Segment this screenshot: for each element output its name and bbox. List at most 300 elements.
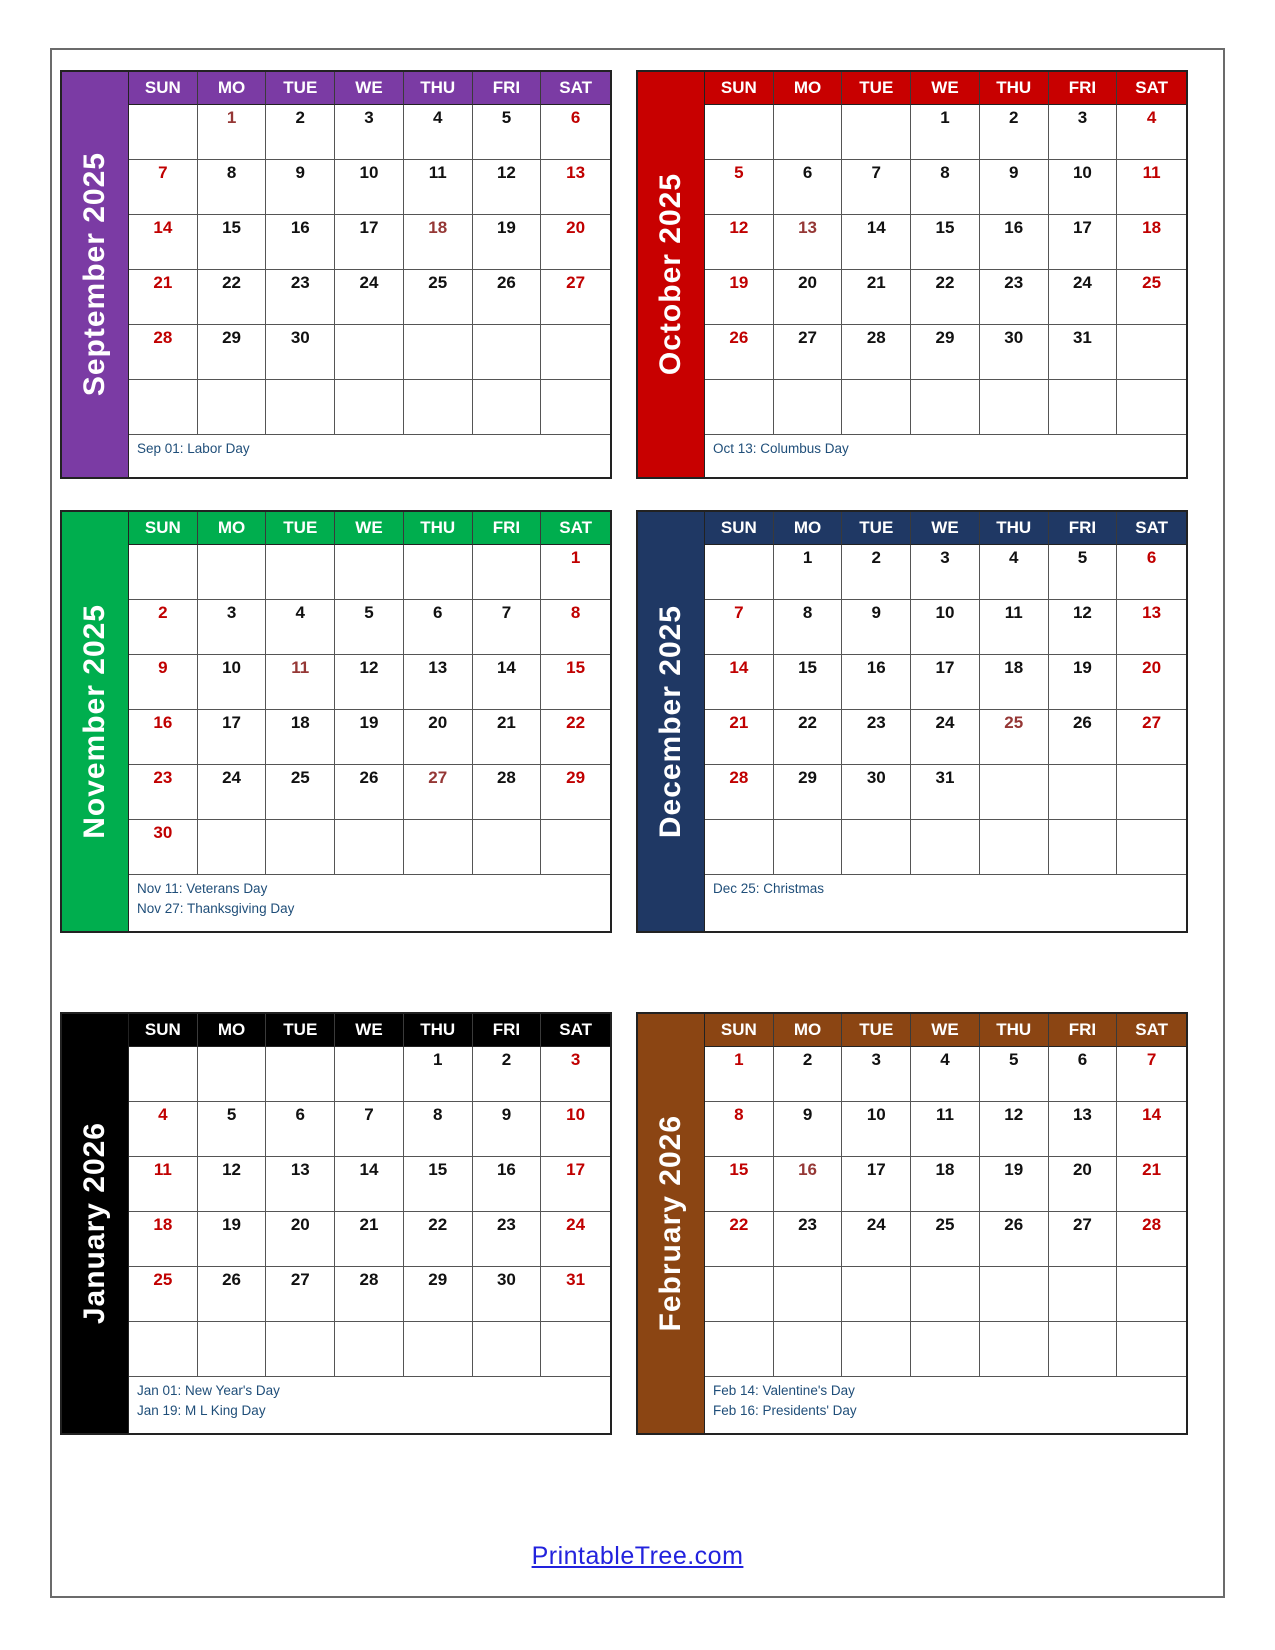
day-cell: 13 bbox=[404, 655, 473, 710]
empty-cell bbox=[266, 820, 335, 875]
day-cell: 2 bbox=[129, 600, 198, 655]
weekday-header-mo: MO bbox=[774, 72, 843, 105]
week-row bbox=[129, 600, 610, 655]
weekday-header-thu: THU bbox=[980, 1014, 1049, 1047]
day-cell: 13 bbox=[266, 1157, 335, 1212]
day-cell: 9 bbox=[774, 1102, 843, 1157]
week-row bbox=[705, 710, 1186, 765]
empty-cell bbox=[266, 545, 335, 600]
day-cell: 14 bbox=[1117, 1102, 1186, 1157]
empty-cell bbox=[541, 325, 610, 380]
day-cell: 27 bbox=[1117, 710, 1186, 765]
month-bar bbox=[62, 512, 128, 931]
empty-cell bbox=[842, 380, 911, 435]
day-cell: 21 bbox=[1117, 1157, 1186, 1212]
empty-cell bbox=[541, 380, 610, 435]
week-row bbox=[705, 160, 1186, 215]
day-cell: 30 bbox=[842, 765, 911, 820]
day-cell: 16 bbox=[266, 215, 335, 270]
weekday-header-row bbox=[705, 72, 1186, 105]
holiday-area bbox=[705, 875, 1186, 931]
day-cell: 4 bbox=[1117, 105, 1186, 160]
weekday-header-we: WE bbox=[911, 512, 980, 545]
week-row bbox=[129, 1267, 610, 1322]
day-cell: 20 bbox=[1049, 1157, 1118, 1212]
week-row bbox=[129, 160, 610, 215]
day-cell: 8 bbox=[705, 1102, 774, 1157]
day-cell: 14 bbox=[705, 655, 774, 710]
day-cell: 11 bbox=[129, 1157, 198, 1212]
empty-cell bbox=[1049, 1267, 1118, 1322]
day-cell: 28 bbox=[335, 1267, 404, 1322]
day-cell: 10 bbox=[911, 600, 980, 655]
weekday-header-sun: SUN bbox=[705, 1014, 774, 1047]
weekday-header-tue: TUE bbox=[842, 72, 911, 105]
day-cell: 23 bbox=[980, 270, 1049, 325]
day-cell: 4 bbox=[911, 1047, 980, 1102]
weekday-header-sat: SAT bbox=[1117, 72, 1186, 105]
day-cell: 24 bbox=[541, 1212, 610, 1267]
day-cell: 6 bbox=[404, 600, 473, 655]
day-cell: 28 bbox=[705, 765, 774, 820]
day-cell: 17 bbox=[842, 1157, 911, 1212]
month-table-january-2026 bbox=[60, 1012, 612, 1435]
day-cell: 28 bbox=[129, 325, 198, 380]
day-cell: 7 bbox=[1117, 1047, 1186, 1102]
weekday-header-we: WE bbox=[335, 1014, 404, 1047]
day-cell: 26 bbox=[473, 270, 542, 325]
day-cell: 17 bbox=[335, 215, 404, 270]
empty-cell bbox=[198, 820, 267, 875]
week-row bbox=[129, 215, 610, 270]
day-cell: 24 bbox=[335, 270, 404, 325]
week-row bbox=[705, 1157, 1186, 1212]
weekday-header-sun: SUN bbox=[129, 512, 198, 545]
empty-cell bbox=[1117, 820, 1186, 875]
day-cell: 7 bbox=[129, 160, 198, 215]
empty-cell bbox=[705, 820, 774, 875]
week-row bbox=[705, 1047, 1186, 1102]
day-cell: 3 bbox=[842, 1047, 911, 1102]
day-cell: 21 bbox=[129, 270, 198, 325]
weekday-header-we: WE bbox=[911, 72, 980, 105]
day-cell: 28 bbox=[473, 765, 542, 820]
month-grid bbox=[128, 1014, 610, 1433]
day-cell: 27 bbox=[774, 325, 843, 380]
weekday-header-sun: SUN bbox=[129, 72, 198, 105]
day-cell: 5 bbox=[705, 160, 774, 215]
week-row bbox=[705, 655, 1186, 710]
day-cell: 21 bbox=[335, 1212, 404, 1267]
day-cell: 29 bbox=[198, 325, 267, 380]
month-bar bbox=[62, 1014, 128, 1433]
day-cell: 31 bbox=[1049, 325, 1118, 380]
day-cell: 1 bbox=[911, 105, 980, 160]
holiday-note: Feb 16: Presidents' Day bbox=[713, 1403, 857, 1419]
day-cell: 13 bbox=[1117, 600, 1186, 655]
holiday-note: Jan 01: New Year's Day bbox=[137, 1383, 280, 1398]
day-cell: 23 bbox=[473, 1212, 542, 1267]
day-cell: 25 bbox=[1117, 270, 1186, 325]
day-cell: 25 bbox=[129, 1267, 198, 1322]
day-cell: 21 bbox=[473, 710, 542, 765]
month-bar bbox=[638, 1014, 704, 1433]
day-cell: 12 bbox=[1049, 600, 1118, 655]
day-cell: 9 bbox=[473, 1102, 542, 1157]
weekday-header-fri: FRI bbox=[473, 72, 542, 105]
holiday-note: Feb 14: Valentine's Day bbox=[713, 1383, 855, 1398]
weekday-header-mo: MO bbox=[774, 1014, 843, 1047]
empty-cell bbox=[404, 325, 473, 380]
empty-cell bbox=[911, 380, 980, 435]
day-cell: 17 bbox=[1049, 215, 1118, 270]
weekday-header-row bbox=[129, 1014, 610, 1047]
day-cell: 15 bbox=[774, 655, 843, 710]
month-title: January 2026 bbox=[78, 1122, 111, 1325]
month-grid bbox=[704, 1014, 1186, 1433]
day-cell: 11 bbox=[266, 655, 335, 710]
day-cell: 22 bbox=[541, 710, 610, 765]
day-cell: 14 bbox=[473, 655, 542, 710]
empty-cell bbox=[980, 765, 1049, 820]
day-cell: 11 bbox=[911, 1102, 980, 1157]
empty-cell bbox=[774, 380, 843, 435]
weekday-header-tue: TUE bbox=[266, 512, 335, 545]
week-row bbox=[705, 1322, 1186, 1377]
holiday-note: Jan 19: M L King Day bbox=[137, 1403, 266, 1419]
holiday-note: Dec 25: Christmas bbox=[713, 881, 825, 896]
day-cell: 12 bbox=[980, 1102, 1049, 1157]
day-cell: 15 bbox=[404, 1157, 473, 1212]
empty-cell bbox=[541, 1322, 610, 1377]
day-cell: 16 bbox=[842, 655, 911, 710]
empty-cell bbox=[980, 380, 1049, 435]
weekday-header-sun: SUN bbox=[705, 512, 774, 545]
printabletree-link[interactable]: PrintableTree.com bbox=[531, 1542, 744, 1570]
day-cell: 1 bbox=[705, 1047, 774, 1102]
week-row bbox=[129, 1102, 610, 1157]
weekday-header-row bbox=[129, 512, 610, 545]
day-cell: 14 bbox=[842, 215, 911, 270]
day-cell: 24 bbox=[911, 710, 980, 765]
empty-cell bbox=[266, 1047, 335, 1102]
empty-cell bbox=[335, 1322, 404, 1377]
holiday-area bbox=[129, 875, 610, 931]
week-row bbox=[129, 105, 610, 160]
day-cell: 19 bbox=[980, 1157, 1049, 1212]
week-row bbox=[129, 820, 610, 875]
empty-cell bbox=[198, 380, 267, 435]
day-cell: 15 bbox=[705, 1157, 774, 1212]
empty-cell bbox=[1049, 380, 1118, 435]
empty-cell bbox=[774, 820, 843, 875]
day-cell: 12 bbox=[473, 160, 542, 215]
day-cell: 5 bbox=[980, 1047, 1049, 1102]
empty-cell bbox=[980, 820, 1049, 875]
empty-cell bbox=[473, 1322, 542, 1377]
day-cell: 3 bbox=[198, 600, 267, 655]
day-cell: 5 bbox=[198, 1102, 267, 1157]
day-cell: 31 bbox=[541, 1267, 610, 1322]
day-cell: 2 bbox=[980, 105, 1049, 160]
day-cell: 10 bbox=[1049, 160, 1118, 215]
day-cell: 29 bbox=[404, 1267, 473, 1322]
weekday-header-sun: SUN bbox=[129, 1014, 198, 1047]
day-cell: 25 bbox=[911, 1212, 980, 1267]
day-cell: 5 bbox=[473, 105, 542, 160]
day-cell: 11 bbox=[980, 600, 1049, 655]
week-row bbox=[705, 545, 1186, 600]
day-cell: 14 bbox=[129, 215, 198, 270]
weekday-header-fri: FRI bbox=[473, 512, 542, 545]
empty-cell bbox=[473, 545, 542, 600]
day-cell: 6 bbox=[541, 105, 610, 160]
empty-cell bbox=[404, 380, 473, 435]
day-cell: 24 bbox=[842, 1212, 911, 1267]
week-row bbox=[705, 270, 1186, 325]
holiday-area bbox=[705, 435, 1186, 477]
empty-cell bbox=[980, 1267, 1049, 1322]
day-cell: 8 bbox=[541, 600, 610, 655]
day-cell: 30 bbox=[980, 325, 1049, 380]
month-grid bbox=[128, 72, 610, 477]
weekday-header-row bbox=[705, 1014, 1186, 1047]
day-cell: 13 bbox=[541, 160, 610, 215]
day-cell: 18 bbox=[1117, 215, 1186, 270]
day-cell: 23 bbox=[129, 765, 198, 820]
day-cell: 18 bbox=[911, 1157, 980, 1212]
day-cell: 29 bbox=[911, 325, 980, 380]
empty-cell bbox=[404, 545, 473, 600]
day-cell: 19 bbox=[198, 1212, 267, 1267]
month-grid bbox=[704, 72, 1186, 477]
day-cell: 15 bbox=[911, 215, 980, 270]
week-row bbox=[129, 545, 610, 600]
month-grid bbox=[704, 512, 1186, 931]
empty-cell bbox=[266, 1322, 335, 1377]
day-cell: 26 bbox=[1049, 710, 1118, 765]
day-cell: 3 bbox=[335, 105, 404, 160]
weekday-header-thu: THU bbox=[980, 72, 1049, 105]
day-cell: 7 bbox=[842, 160, 911, 215]
holiday-area bbox=[129, 435, 610, 477]
empty-cell bbox=[1117, 1267, 1186, 1322]
day-cell: 23 bbox=[842, 710, 911, 765]
weekday-header-we: WE bbox=[335, 72, 404, 105]
weekday-header-tue: TUE bbox=[842, 1014, 911, 1047]
empty-cell bbox=[774, 105, 843, 160]
weekday-header-sat: SAT bbox=[541, 1014, 610, 1047]
weekday-header-mo: MO bbox=[198, 1014, 267, 1047]
day-cell: 7 bbox=[335, 1102, 404, 1157]
month-bar bbox=[62, 72, 128, 477]
day-cell: 2 bbox=[774, 1047, 843, 1102]
day-cell: 12 bbox=[198, 1157, 267, 1212]
month-table-february-2026 bbox=[636, 1012, 1188, 1435]
day-cell: 30 bbox=[129, 820, 198, 875]
day-cell: 23 bbox=[774, 1212, 843, 1267]
day-cell: 17 bbox=[198, 710, 267, 765]
day-cell: 9 bbox=[266, 160, 335, 215]
day-cell: 29 bbox=[541, 765, 610, 820]
empty-cell bbox=[705, 1267, 774, 1322]
day-cell: 10 bbox=[335, 160, 404, 215]
week-row bbox=[129, 325, 610, 380]
empty-cell bbox=[842, 820, 911, 875]
day-cell: 22 bbox=[198, 270, 267, 325]
weekday-header-sun: SUN bbox=[705, 72, 774, 105]
day-cell: 8 bbox=[774, 600, 843, 655]
month-title: December 2025 bbox=[654, 604, 687, 839]
weekday-header-tue: TUE bbox=[266, 1014, 335, 1047]
empty-cell bbox=[198, 1322, 267, 1377]
empty-cell bbox=[473, 820, 542, 875]
empty-cell bbox=[1117, 765, 1186, 820]
empty-cell bbox=[473, 380, 542, 435]
day-cell: 10 bbox=[198, 655, 267, 710]
week-row bbox=[129, 765, 610, 820]
week-row bbox=[705, 1212, 1186, 1267]
day-cell: 2 bbox=[473, 1047, 542, 1102]
day-cell: 24 bbox=[1049, 270, 1118, 325]
day-cell: 27 bbox=[541, 270, 610, 325]
weekday-header-we: WE bbox=[335, 512, 404, 545]
day-cell: 26 bbox=[980, 1212, 1049, 1267]
day-cell: 1 bbox=[774, 545, 843, 600]
weekday-header-mo: MO bbox=[774, 512, 843, 545]
day-cell: 23 bbox=[266, 270, 335, 325]
day-cell: 22 bbox=[774, 710, 843, 765]
day-cell: 2 bbox=[842, 545, 911, 600]
footer bbox=[0, 1542, 1275, 1571]
day-cell: 5 bbox=[1049, 545, 1118, 600]
week-row bbox=[705, 820, 1186, 875]
day-cell: 15 bbox=[198, 215, 267, 270]
day-cell: 31 bbox=[911, 765, 980, 820]
day-cell: 5 bbox=[335, 600, 404, 655]
week-row bbox=[129, 1047, 610, 1102]
empty-cell bbox=[335, 325, 404, 380]
day-cell: 4 bbox=[266, 600, 335, 655]
month-table-november-2025 bbox=[60, 510, 612, 933]
empty-cell bbox=[705, 1322, 774, 1377]
day-cell: 16 bbox=[774, 1157, 843, 1212]
day-cell: 27 bbox=[404, 765, 473, 820]
day-cell: 17 bbox=[541, 1157, 610, 1212]
empty-cell bbox=[1049, 1322, 1118, 1377]
weekday-header-tue: TUE bbox=[842, 512, 911, 545]
empty-cell bbox=[1117, 325, 1186, 380]
month-table-october-2025 bbox=[636, 70, 1188, 479]
empty-cell bbox=[335, 545, 404, 600]
day-cell: 3 bbox=[1049, 105, 1118, 160]
empty-cell bbox=[1117, 1322, 1186, 1377]
day-cell: 8 bbox=[911, 160, 980, 215]
weekday-header-fri: FRI bbox=[1049, 72, 1118, 105]
day-cell: 28 bbox=[842, 325, 911, 380]
day-cell: 4 bbox=[129, 1102, 198, 1157]
weekday-header-thu: THU bbox=[404, 1014, 473, 1047]
weekday-header-thu: THU bbox=[404, 72, 473, 105]
day-cell: 9 bbox=[842, 600, 911, 655]
weekday-header-fri: FRI bbox=[1049, 1014, 1118, 1047]
holiday-note: Nov 27: Thanksgiving Day bbox=[137, 901, 295, 917]
empty-cell bbox=[198, 1047, 267, 1102]
empty-cell bbox=[266, 380, 335, 435]
empty-cell bbox=[842, 105, 911, 160]
day-cell: 16 bbox=[980, 215, 1049, 270]
week-row bbox=[705, 215, 1186, 270]
day-cell: 19 bbox=[335, 710, 404, 765]
empty-cell bbox=[404, 1322, 473, 1377]
day-cell: 6 bbox=[1117, 545, 1186, 600]
empty-cell bbox=[774, 1267, 843, 1322]
day-cell: 30 bbox=[266, 325, 335, 380]
day-cell: 22 bbox=[404, 1212, 473, 1267]
day-cell: 14 bbox=[335, 1157, 404, 1212]
weekday-header-sat: SAT bbox=[541, 512, 610, 545]
day-cell: 10 bbox=[541, 1102, 610, 1157]
day-cell: 1 bbox=[198, 105, 267, 160]
day-cell: 19 bbox=[473, 215, 542, 270]
day-cell: 11 bbox=[404, 160, 473, 215]
day-cell: 26 bbox=[198, 1267, 267, 1322]
empty-cell bbox=[911, 1267, 980, 1322]
day-cell: 6 bbox=[1049, 1047, 1118, 1102]
day-cell: 20 bbox=[541, 215, 610, 270]
empty-cell bbox=[842, 1322, 911, 1377]
day-cell: 22 bbox=[705, 1212, 774, 1267]
day-cell: 16 bbox=[129, 710, 198, 765]
day-cell: 18 bbox=[404, 215, 473, 270]
month-table-september-2025 bbox=[60, 70, 612, 479]
week-row bbox=[705, 765, 1186, 820]
week-row bbox=[129, 710, 610, 765]
day-cell: 8 bbox=[404, 1102, 473, 1157]
weekday-header-mo: MO bbox=[198, 72, 267, 105]
day-cell: 10 bbox=[842, 1102, 911, 1157]
day-cell: 20 bbox=[1117, 655, 1186, 710]
day-cell: 13 bbox=[1049, 1102, 1118, 1157]
empty-cell bbox=[129, 545, 198, 600]
day-cell: 9 bbox=[129, 655, 198, 710]
empty-cell bbox=[129, 380, 198, 435]
empty-cell bbox=[129, 105, 198, 160]
day-cell: 4 bbox=[980, 545, 1049, 600]
empty-cell bbox=[541, 820, 610, 875]
weekday-header-thu: THU bbox=[980, 512, 1049, 545]
weekday-header-thu: THU bbox=[404, 512, 473, 545]
holiday-area bbox=[705, 1377, 1186, 1433]
month-table-december-2025 bbox=[636, 510, 1188, 933]
empty-cell bbox=[705, 380, 774, 435]
month-grid bbox=[128, 512, 610, 931]
day-cell: 19 bbox=[1049, 655, 1118, 710]
empty-cell bbox=[198, 545, 267, 600]
empty-cell bbox=[774, 1322, 843, 1377]
weekday-header-sat: SAT bbox=[1117, 1014, 1186, 1047]
week-row bbox=[129, 380, 610, 435]
weekday-header-mo: MO bbox=[198, 512, 267, 545]
weekday-header-fri: FRI bbox=[1049, 512, 1118, 545]
weekday-header-row bbox=[705, 512, 1186, 545]
weekday-header-sat: SAT bbox=[541, 72, 610, 105]
week-row bbox=[129, 1322, 610, 1377]
day-cell: 26 bbox=[705, 325, 774, 380]
empty-cell bbox=[911, 820, 980, 875]
day-cell: 1 bbox=[541, 545, 610, 600]
empty-cell bbox=[705, 545, 774, 600]
